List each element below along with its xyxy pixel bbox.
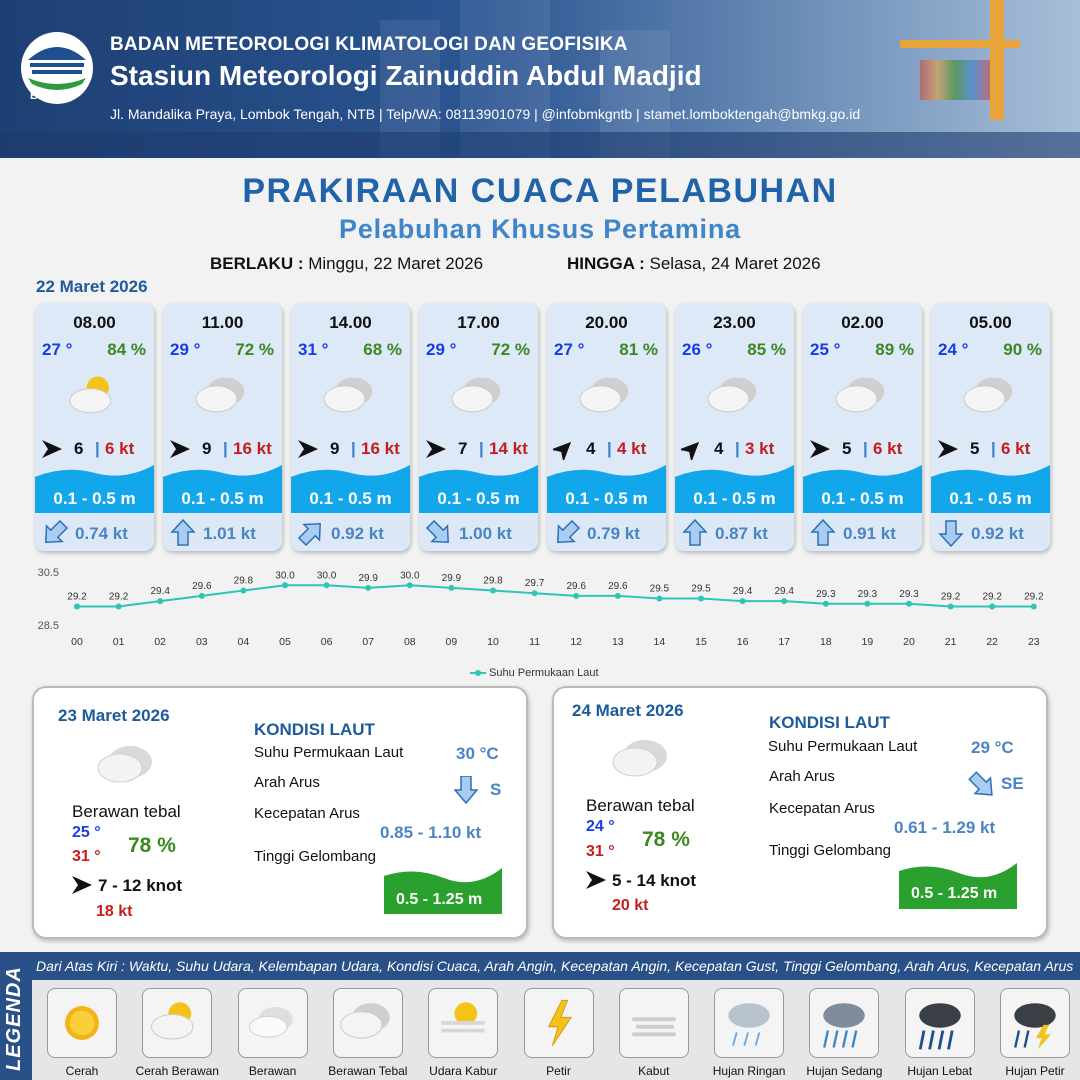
day2-current-dir: S: [490, 780, 502, 799]
x-tick-label: 13: [611, 636, 624, 648]
current-row: [163, 517, 282, 551]
wind-separator: |: [735, 439, 740, 458]
data-label: 29.2: [1024, 591, 1044, 603]
gust-speed: 16 kt: [361, 439, 400, 458]
wind-direction-icon: [553, 438, 575, 460]
data-point: [324, 582, 330, 588]
wind-speed: 7: [458, 439, 468, 458]
day2-tmin: 25 °: [72, 824, 101, 841]
forecast-time: 14.00: [329, 313, 372, 332]
forecast-time: 11.00: [201, 313, 244, 332]
gust-speed: 4 kt: [617, 439, 647, 458]
day3-panel: [552, 686, 1048, 939]
legend-item: [891, 988, 985, 1080]
legend-item: [128, 988, 222, 1080]
wind-row: [681, 438, 789, 460]
wave-height: 0.1 - 0.5 m: [53, 489, 136, 508]
data-label: 30.0: [316, 570, 337, 582]
current-speed: 1.01 kt: [203, 524, 256, 543]
wind-row: [937, 438, 1045, 460]
current-direction-icon: [681, 519, 709, 547]
wind-separator: |: [479, 439, 484, 458]
hujan-ringan-icon: [714, 988, 784, 1058]
day2-wave: 0.5 - 1.25 m: [396, 891, 483, 908]
data-point: [906, 601, 912, 607]
legend-item-label: Cerah: [65, 1064, 99, 1078]
current-speed: 1.00 kt: [459, 524, 512, 543]
day2-kondisi-title: KONDISI LAUT: [254, 720, 375, 739]
data-label: 29.9: [441, 572, 462, 584]
wave-height: 0.1 - 0.5 m: [821, 489, 904, 508]
wind-separator: |: [863, 439, 868, 458]
forecast-temp: 31 °: [298, 340, 329, 359]
wind-direction-icon: [425, 438, 447, 460]
x-tick-label: 18: [819, 636, 832, 648]
day2-wind: 7 - 12 knot: [98, 876, 183, 895]
forecast-temp: 29 °: [426, 340, 457, 359]
chart-legend: [470, 667, 599, 679]
x-tick-label: 12: [570, 636, 583, 648]
wind-row: [809, 438, 917, 460]
data-point: [948, 603, 954, 609]
current-row: [291, 517, 410, 551]
x-tick-label: 19: [861, 636, 874, 648]
data-label: 29.4: [732, 586, 753, 598]
day1-date: 22 Maret 2026: [36, 277, 148, 296]
x-tick-label: 20: [903, 636, 915, 648]
header-banner: [0, 0, 1080, 158]
data-label: 29.5: [691, 583, 711, 595]
legend-title: LEGENDA: [3, 966, 25, 1072]
gust-speed: 14 kt: [489, 439, 528, 458]
day3-wind: 5 - 14 knot: [612, 871, 697, 890]
data-point: [864, 601, 870, 607]
wave-height: 0.1 - 0.5 m: [949, 489, 1032, 508]
udara-kabur-icon: [428, 988, 498, 1058]
y-tick-label: 28.5: [37, 620, 59, 632]
data-label: 29.6: [608, 580, 628, 592]
legend-item: [414, 988, 508, 1080]
current-direction-icon: [937, 519, 965, 547]
day2-tmax: 31 °: [72, 848, 101, 865]
day2-sst-label: Suhu Permukaan Laut: [254, 744, 404, 761]
berawan-tebal-icon: [94, 740, 156, 786]
forecast-temp: 24 °: [938, 340, 969, 359]
data-label: 29.7: [524, 578, 545, 590]
wave-height: 0.1 - 0.5 m: [181, 489, 264, 508]
current-direction-icon: [454, 776, 478, 804]
petir-icon: [524, 988, 594, 1058]
wind-direction-icon: [169, 438, 191, 460]
x-tick-label: 00: [71, 636, 83, 648]
wave-height: 0.1 - 0.5 m: [437, 489, 520, 508]
forecast-card: [803, 303, 922, 551]
data-point: [989, 603, 995, 609]
forecast-card: [291, 303, 410, 551]
day3-wave: 0.5 - 1.25 m: [911, 885, 998, 902]
forecast-card: [419, 303, 538, 551]
day2-current-speed: 0.85 - 1.10 kt: [380, 823, 482, 842]
wind-separator: |: [607, 439, 612, 458]
legend-item: [986, 988, 1080, 1080]
wind-row: [169, 438, 277, 460]
forecast-humidity: 81 %: [619, 340, 658, 359]
y-tick-label: 30.5: [37, 567, 59, 579]
day2-dir-label: Arah Arus: [254, 774, 320, 791]
data-point: [573, 593, 579, 599]
legend-item-label: Udara Kabur: [429, 1064, 498, 1078]
legend-item-label: Berawan: [248, 1064, 297, 1078]
legend-item: [510, 988, 604, 1080]
forecast-humidity: 84 %: [107, 340, 146, 359]
forecast-humidity: 89 %: [875, 340, 914, 359]
current-row: [803, 517, 922, 551]
legend-item-label: Petir: [546, 1064, 571, 1078]
validity-to-label: HINGGA :: [567, 254, 645, 273]
data-point: [615, 593, 621, 599]
data-point: [282, 582, 288, 588]
hujan-petir-icon: [1000, 988, 1070, 1058]
current-row: [547, 517, 666, 551]
wind-row: [425, 438, 533, 460]
legend-item: [795, 988, 889, 1080]
berawan-tebal-icon: [956, 371, 1026, 423]
data-label: 29.8: [233, 575, 254, 587]
gust-speed: 16 kt: [233, 439, 272, 458]
wind-direction-icon: [72, 876, 92, 894]
x-tick-label: 22: [986, 636, 999, 648]
day2-sst: 30 °C: [456, 744, 499, 763]
day3-humidity: 78 %: [642, 828, 690, 851]
wind-direction-icon: [937, 438, 959, 460]
chart-legend-marker: [470, 668, 486, 678]
data-point: [740, 598, 746, 604]
data-label: 29.8: [483, 575, 503, 587]
series-line: [77, 585, 1034, 606]
forecast-temp: 27 °: [42, 340, 73, 359]
day2-date: 23 Maret 2026: [58, 706, 170, 725]
wind-speed: 9: [330, 439, 340, 458]
legend-description: Dari Atas Kiri : Waktu, Suhu Udara, Kelembapan Udara, Kondisi Cuaca, Arah Angin, Kecepatan Angin, Kecepatan Gust, Tinggi Gelombang, Arah Arus, Kecepatan Arus: [36, 958, 1074, 974]
current-speed: 0.79 kt: [587, 524, 640, 543]
forecast-time: 05.00: [969, 313, 1012, 332]
gust-speed: 6 kt: [873, 439, 903, 458]
cerah-berawan-icon: [60, 371, 130, 423]
legend-item-label: Kabut: [638, 1064, 670, 1078]
legend-item-label: Hujan Lebat: [907, 1064, 973, 1078]
page-title: PRAKIRAAN CUACA PELABUHAN: [242, 172, 838, 210]
berawan-tebal-icon: [333, 988, 403, 1058]
data-label: 29.4: [150, 586, 170, 598]
forecast-temp: 29 °: [170, 340, 201, 359]
legend-item: [319, 988, 413, 1080]
data-label: 29.9: [358, 572, 378, 584]
validity-from-value: Minggu, 22 Maret 2026: [308, 254, 484, 273]
current-direction-icon: [967, 770, 997, 800]
berawan-tebal-icon: [609, 734, 671, 780]
legend-item: [224, 988, 318, 1080]
day3-current-speed: 0.61 - 1.29 kt: [894, 818, 996, 837]
data-label: 29.2: [67, 591, 87, 603]
x-tick-label: 08: [403, 636, 416, 648]
data-label: 30.0: [400, 570, 420, 582]
day3-tmin: 24 °: [586, 818, 615, 835]
x-tick-label: 10: [487, 636, 499, 648]
data-point: [781, 598, 787, 604]
forecast-card: [547, 303, 666, 551]
x-tick-label: 15: [695, 636, 707, 648]
validity-from: [210, 254, 483, 274]
chart-legend-label: Suhu Permukaan Laut: [489, 667, 599, 679]
data-point: [240, 588, 246, 594]
cerah-icon: [47, 988, 117, 1058]
wind-speed: 9: [202, 439, 212, 458]
berawan-tebal-icon: [316, 371, 386, 423]
wind-direction-icon: [586, 871, 606, 889]
forecast-card: [163, 303, 282, 551]
forecast-time: 20.00: [585, 313, 628, 332]
wind-speed: 6: [74, 439, 84, 458]
wave-height: 0.1 - 0.5 m: [309, 489, 392, 508]
data-point: [532, 590, 538, 596]
data-label: 29.5: [649, 583, 670, 595]
current-direction-icon: [169, 519, 197, 547]
validity-to-value: Selasa, 24 Maret 2026: [649, 254, 821, 273]
legend-item: [605, 988, 699, 1080]
current-speed: 0.92 kt: [331, 524, 384, 543]
data-label: 30.0: [275, 570, 295, 582]
day2-gust: 18 kt: [96, 903, 133, 920]
x-tick-label: 21: [944, 636, 957, 648]
berawan-tebal-icon: [572, 371, 642, 423]
data-point: [823, 601, 829, 607]
forecast-time: 08.00: [73, 313, 116, 332]
wind-separator: |: [991, 439, 996, 458]
day3-dir-label: Arah Arus: [769, 768, 835, 785]
forecast-humidity: 72 %: [235, 340, 274, 359]
forecast-time: 02.00: [841, 313, 884, 332]
legend-item-label: Hujan Ringan: [712, 1064, 786, 1078]
wind-direction-icon: [681, 438, 703, 460]
forecast-time: 23.00: [713, 313, 756, 332]
day3-current-dir: SE: [1001, 774, 1024, 793]
org-name: BADAN METEOROLOGI KLIMATOLOGI DAN GEOFISIKA: [110, 34, 628, 55]
hujan-lebat-icon: [905, 988, 975, 1058]
legend-item-label: Berawan Tebal: [328, 1064, 408, 1078]
gust-speed: 6 kt: [1001, 439, 1031, 458]
wind-speed: 5: [842, 439, 852, 458]
forecast-temp: 26 °: [682, 340, 713, 359]
cerah-berawan-icon: [142, 988, 212, 1058]
wind-speed: 4: [586, 439, 596, 458]
forecast-temp: 27 °: [554, 340, 585, 359]
x-tick-label: 07: [362, 636, 375, 648]
current-speed: 0.74 kt: [75, 524, 128, 543]
day2-speed-label: Kecepatan Arus: [254, 805, 360, 822]
forecast-humidity: 68 %: [363, 340, 402, 359]
validity-to: [567, 254, 821, 274]
current-row: [931, 517, 1050, 551]
legend-item-label: Cerah Berawan: [135, 1064, 219, 1078]
x-tick-label: 14: [653, 636, 666, 648]
day3-gust: 20 kt: [612, 897, 649, 914]
wind-row: [297, 438, 405, 460]
x-tick-label: 03: [195, 636, 208, 648]
data-label: 29.6: [566, 580, 586, 592]
wind-separator: |: [95, 439, 100, 458]
validity-from-label: BERLAKU :: [210, 254, 304, 273]
day2-wave-label: Tinggi Gelombang: [254, 848, 377, 865]
logo-text: BMKG: [30, 90, 64, 102]
wind-direction-icon: [809, 438, 831, 460]
wind-separator: |: [351, 439, 356, 458]
berawan-tebal-icon: [444, 371, 514, 423]
wind-speed: 5: [970, 439, 980, 458]
day3-weather: Berawan tebal: [586, 796, 695, 815]
data-point: [656, 596, 662, 602]
data-label: 29.3: [857, 588, 878, 600]
day3-tmax: 31 °: [586, 843, 615, 860]
forecast-humidity: 72 %: [491, 340, 530, 359]
day2-humidity: 78 %: [128, 834, 176, 857]
data-label: 29.3: [816, 588, 836, 600]
forecast-temp: 25 °: [810, 340, 841, 359]
day3-date: 24 Maret 2026: [572, 701, 684, 720]
data-label: 29.2: [982, 591, 1002, 603]
hujan-sedang-icon: [809, 988, 879, 1058]
berawan-icon: [238, 988, 308, 1058]
data-point: [74, 603, 80, 609]
day3-kondisi-title: KONDISI LAUT: [769, 713, 890, 732]
x-tick-label: 09: [445, 636, 458, 648]
forecast-card: [35, 303, 154, 551]
forecast-time: 17.00: [457, 313, 500, 332]
forecast-humidity: 90 %: [1003, 340, 1042, 359]
wind-separator: |: [223, 439, 228, 458]
current-direction-icon: [809, 519, 837, 547]
contact-info: Jl. Mandalika Praya, Lombok Tengah, NTB | Telp/WA: 08113901079 | @infobmkgntb | stamet.lomboktengah@bmkg.go.id: [110, 106, 861, 122]
wind-row: [553, 438, 661, 460]
current-speed: 0.92 kt: [971, 524, 1024, 543]
gust-speed: 6 kt: [105, 439, 135, 458]
data-point: [490, 588, 496, 594]
x-tick-label: 06: [320, 636, 333, 648]
wind-direction-icon: [41, 438, 63, 460]
data-label: 29.3: [899, 588, 919, 600]
data-point: [448, 585, 454, 591]
x-tick-label: 11: [529, 636, 541, 648]
x-tick-label: 16: [736, 636, 749, 648]
page-subtitle: Pelabuhan Khusus Pertamina: [339, 214, 741, 244]
legend-item: [33, 988, 127, 1080]
day2-panel: [32, 686, 528, 939]
x-tick-label: 04: [237, 636, 250, 648]
day3-speed-label: Kecepatan Arus: [769, 800, 875, 817]
berawan-tebal-icon: [700, 371, 770, 423]
berawan-tebal-icon: [828, 371, 898, 423]
forecast-humidity: 85 %: [747, 340, 786, 359]
day3-wave-label: Tinggi Gelombang: [769, 842, 892, 859]
kabut-icon: [619, 988, 689, 1058]
gust-speed: 3 kt: [745, 439, 775, 458]
wind-direction-icon: [297, 438, 319, 460]
current-direction-icon: [425, 519, 453, 547]
wind-speed: 4: [714, 439, 724, 458]
x-tick-label: 17: [778, 636, 791, 648]
x-tick-label: 01: [112, 636, 125, 648]
day2-weather: Berawan tebal: [72, 802, 181, 821]
data-point: [407, 582, 413, 588]
data-label: 29.2: [108, 591, 129, 603]
data-point: [698, 596, 704, 602]
wave-height: 0.1 - 0.5 m: [693, 489, 776, 508]
current-direction-icon: [553, 519, 581, 547]
day3-sst-label: Suhu Permukaan Laut: [768, 738, 918, 755]
current-speed: 0.91 kt: [843, 524, 896, 543]
legend-item-label: Hujan Petir: [1005, 1064, 1065, 1078]
data-point: [199, 593, 205, 599]
data-label: 29.6: [192, 580, 212, 592]
current-speed: 0.87 kt: [715, 524, 768, 543]
current-row: [35, 517, 154, 551]
berawan-tebal-icon: [188, 371, 258, 423]
forecast-card: [931, 303, 1050, 551]
data-point: [157, 598, 163, 604]
current-direction-icon: [297, 519, 325, 547]
x-tick-label: 02: [154, 636, 167, 648]
data-label: 29.2: [940, 591, 961, 603]
station-name: Stasiun Meteorologi Zainuddin Abdul Madjid: [110, 60, 702, 91]
current-row: [675, 517, 794, 551]
wave-height: 0.1 - 0.5 m: [565, 489, 648, 508]
current-row: [419, 517, 538, 551]
data-point: [365, 585, 371, 591]
wind-row: [41, 438, 149, 460]
data-point: [1031, 603, 1037, 609]
x-tick-label: 23: [1027, 636, 1040, 648]
current-direction-icon: [41, 519, 69, 547]
data-point: [116, 603, 122, 609]
forecast-card: [675, 303, 794, 551]
x-tick-label: 05: [279, 636, 291, 648]
day3-sst: 29 °C: [971, 738, 1014, 757]
legend-item-label: Hujan Sedang: [806, 1064, 883, 1078]
data-label: 29.4: [774, 586, 794, 598]
legend-item: [700, 988, 794, 1080]
